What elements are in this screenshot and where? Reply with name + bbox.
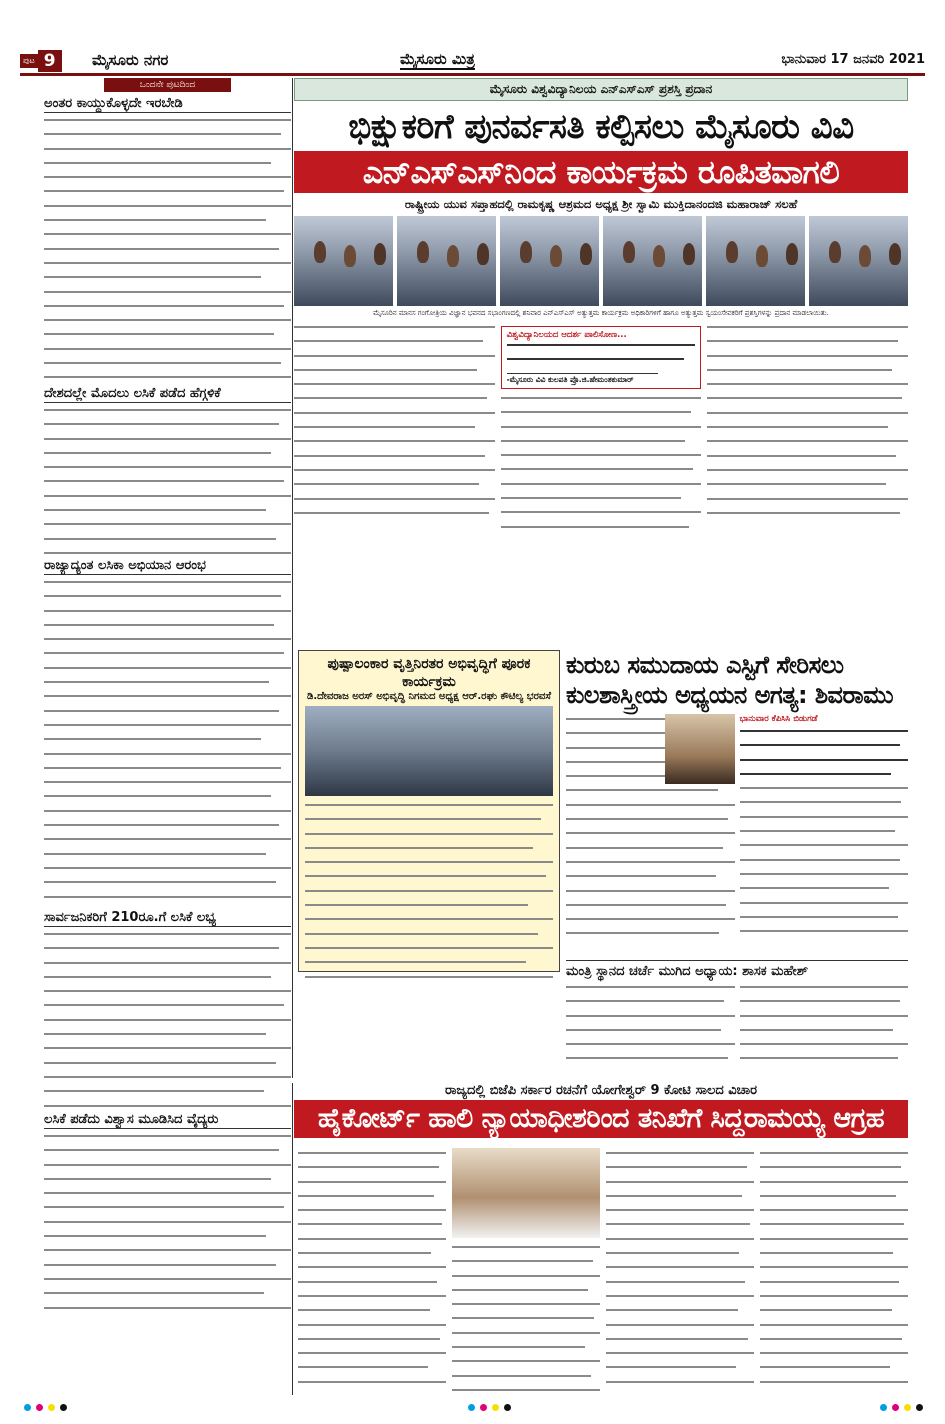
article-body bbox=[298, 1148, 446, 1394]
section-title: ಮೈಸೂರು ನಗರ bbox=[92, 51, 169, 69]
kuruba-side-column bbox=[740, 714, 909, 944]
column-divider bbox=[292, 1083, 293, 1395]
article-body bbox=[501, 393, 702, 533]
article-body bbox=[305, 800, 553, 990]
flower-story-box bbox=[298, 650, 560, 972]
print-registration-marks bbox=[24, 1404, 67, 1411]
bottom-photo-column bbox=[452, 1148, 600, 1398]
event-photo bbox=[500, 216, 599, 306]
flower-headline: ಪುಷ್ಪಾಲಂಕಾರ ವೃತ್ತಿನಿರತರ ಅಭಿವೃದ್ಧಿಗೆ ಪೂರಕ ಕಾರ್ಯಕ್ರಮ bbox=[327, 656, 531, 690]
print-registration-marks bbox=[468, 1404, 511, 1411]
article-body bbox=[294, 322, 495, 522]
bottom-kicker: ರಾಜ್ಯದಲ್ಲಿ ಬಿಜೆಪಿ ಸರ್ಕಾರ ರಚನೆಗೆ ಯೋಗೇಶ್ವರ್ 9 ಕೋಟಿ ಸಾಲದ ವಿಚಾರ bbox=[444, 1083, 758, 1098]
quote-body bbox=[507, 340, 696, 374]
left-headline-5: ಲಸಿಕೆ ಪಡೆದು ವಿಶ್ವಾಸ ಮೂಡಿಸಿದ ವೈದ್ಯರು bbox=[44, 1112, 291, 1129]
minister-story bbox=[566, 960, 908, 1078]
event-photo bbox=[603, 216, 702, 306]
kuruba-headline-line2: ಕುಲಶಾಸ್ತ್ರೀಯ ಅಧ್ಯಯನ ಅಗತ್ಯ: ಶಿವರಾಮು bbox=[566, 681, 894, 709]
photo-caption: ಮೈಸೂರಿನ ಮಾನಸ ಗಂಗೋತ್ರಿಯ ವಿಜ್ಞಾನ ಭವನದ ಸಭಾಂಗಣದಲ್ಲಿ ಶನಿವಾರ ಎನ್‌ಎಸ್‌ಎಸ್ ಅತ್ಯುತ್ತಮ ಕಾರ್ಯಕ್ರಮ ಅಧಿಕಾರಿಗಳಿಗೆ ಹಾಗೂ ಅತ್ಯುತ್ತಮ ಸ್ವಯಂಸೇವಕರಿಗೆ ಪ್ರಶಸ್ತಿಗಳನ್ನು ಪ್ರದಾನ ಮಾಡಲಾಯಿತು. bbox=[373, 309, 829, 317]
lead-headline-line2: ಎನ್‌ಎಸ್‌ಎಸ್‌ನಿಂದ ಕಾರ್ಯಕ್ರಮ ರೂಪಿತವಾಗಲಿ bbox=[294, 151, 908, 193]
lead-deck: ರಾಷ್ಟ್ರೀಯ ಯುವ ಸಪ್ತಾಹದಲ್ಲಿ ರಾಮಕೃಷ್ಣ ಆಶ್ರಮದ ಅಧ್ಯಕ್ಷ ಶ್ರೀ ಸ್ವಾಮಿ ಮುಕ್ತಿದಾನಂದಜಿ ಮಹಾರಾಜ್ ಸಲಹೆ bbox=[404, 197, 798, 211]
article-body bbox=[740, 726, 909, 941]
article-body bbox=[606, 1148, 754, 1394]
paper-name: ಮೈಸೂರು ಮಿತ್ರ bbox=[400, 50, 475, 68]
page-number-badge bbox=[20, 50, 62, 72]
left-headline-2: ದೇಶದಲ್ಲೇ ಮೊದಲು ಲಸಿಕೆ ಪಡೆದ ಹೆಗ್ಗಳಿಕೆ bbox=[44, 386, 291, 403]
left-headline-1: ಅಂತರ ಕಾಯ್ದುಕೊಳ್ಳದೇ ಇರಬೇಡಿ bbox=[44, 96, 291, 113]
page-label: ಪುಟ bbox=[20, 54, 38, 68]
event-photo bbox=[294, 216, 393, 306]
column-divider bbox=[292, 78, 293, 1078]
lead-headline-line1: ಭಿಕ್ಷುಕರಿಗೆ ಪುನರ್ವಸತಿ ಕಲ್ಪಿಸಲು ಮೈಸೂರು ವಿವಿ bbox=[348, 107, 854, 147]
masthead bbox=[20, 50, 925, 72]
bottom-headline: ಹೈಕೋರ್ಟ್ ಹಾಲಿ ನ್ಯಾಯಾಧೀಶರಿಂದ ತನಿಖೆಗೆ ಸಿದ್ದರಾಮಯ್ಯ ಆಗ್ರಹ bbox=[294, 1100, 908, 1138]
kuruba-headline-line1: ಕುರುಬ ಸಮುದಾಯ ಎಸ್ಟಿಗೆ ಸೇರಿಸಲು bbox=[566, 651, 844, 679]
quote-lead: ವಿಶ್ವವಿದ್ಯಾನಿಲಯದ ಆದರ್ಶ ಪಾಲಿಸೋಣ... bbox=[506, 330, 627, 340]
left-headline-3: ರಾಜ್ಯಾದ್ಯಂತ ಲಸಿಕಾ ಅಭಿಯಾನ ಆರಂಭ bbox=[44, 558, 291, 575]
article-body bbox=[44, 929, 291, 1109]
kuruba-story bbox=[566, 650, 908, 950]
article-body bbox=[44, 577, 291, 907]
left-column bbox=[44, 78, 291, 1321]
article-body bbox=[566, 982, 735, 1072]
article-body bbox=[566, 714, 735, 944]
minister-headline: ಮಂತ್ರಿ ಸ್ಥಾನದ ಚರ್ಚೆ ಮುಗಿದ ಅಧ್ಯಾಯ: ಶಾಸಕ ಮಹೇಶ್ bbox=[566, 960, 908, 979]
quote-box bbox=[501, 326, 702, 389]
article-body bbox=[44, 1131, 291, 1321]
lead-kicker: ಮೈಸೂರು ವಿಶ್ವವಿದ್ಯಾನಿಲಯ ಎನ್‌ಎಸ್‌ಎಸ್ ಪ್ರಶಸ್ತಿ ಪ್ರದಾನ bbox=[294, 78, 908, 101]
article-body bbox=[452, 1242, 600, 1392]
article-body bbox=[44, 115, 291, 383]
lead-photo-strip bbox=[294, 216, 908, 306]
left-headline-4: ಸಾರ್ವಜನಿಕರಿಗೆ 210ರೂ.ಗೆ ಲಸಿಕೆ ಲಭ್ಯ bbox=[44, 910, 291, 927]
event-photo bbox=[706, 216, 805, 306]
article-body bbox=[707, 322, 908, 522]
article-body bbox=[44, 405, 291, 555]
print-registration-marks bbox=[880, 1404, 923, 1411]
portrait-photo bbox=[665, 714, 735, 784]
quote-attribution: -ಮೈಸೂರು ವಿವಿ ಕುಲಪತಿ ಪ್ರೊ.ಜಿ.ಹೇಮಂತಕುಮಾರ್ bbox=[506, 375, 634, 384]
page-number: 9 bbox=[38, 50, 62, 72]
article-body bbox=[740, 982, 909, 1072]
continued-kicker: ಒಂದನೇ ಪುಟದಿಂದ bbox=[104, 78, 231, 92]
lead-story bbox=[294, 78, 908, 533]
flower-event-photo bbox=[305, 706, 553, 796]
bottom-body-columns bbox=[298, 1148, 908, 1398]
event-photo bbox=[809, 216, 908, 306]
dateline: ಭಾನುವಾರ 17 ಜನವರಿ 2021 bbox=[781, 52, 925, 67]
kuruba-red-tag: ಭಾನುವಾರ ಕೆಪಿಸಿಸಿ ಬಿಡುಗಡೆ bbox=[739, 714, 818, 724]
quote-column bbox=[501, 322, 702, 533]
lead-body-columns bbox=[294, 322, 908, 533]
event-photo bbox=[397, 216, 496, 306]
masthead-rule bbox=[20, 73, 925, 76]
article-body bbox=[760, 1148, 908, 1394]
flower-deck: ಡಿ.ದೇವರಾಜ ಅರಸ್ ಅಭಿವೃದ್ಧಿ ನಿಗಮದ ಅಧ್ಯಕ್ಷ ಆರ್.ರಘು ಕೌಟಿಲ್ಯ ಭರವಸೆ bbox=[307, 691, 551, 702]
politician-portrait bbox=[452, 1148, 600, 1238]
